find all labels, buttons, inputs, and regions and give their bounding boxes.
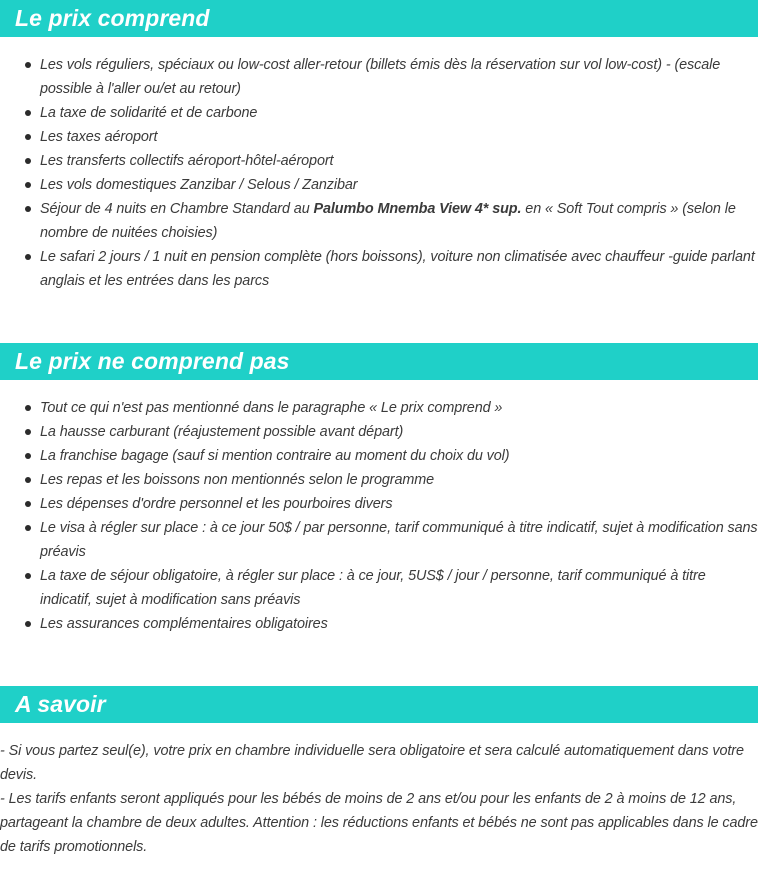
included-title: Le prix comprend [15, 5, 210, 31]
list-item [0, 53, 758, 101]
list-item [0, 516, 758, 564]
list-item-text: Les repas et les boissons non mentionnés selon le programme [40, 472, 435, 488]
good-to-know-title: A savoir [15, 691, 106, 717]
list-item [0, 396, 758, 420]
bullet-icon [25, 573, 31, 579]
bullet-icon [25, 158, 31, 164]
list-item-text: La franchise bagage (sauf si mention contraire au moment du choix du vol) [40, 448, 510, 464]
list-item [0, 468, 758, 492]
list-item-text-before: Séjour de 4 nuits en Chambre Standard au [40, 201, 314, 217]
excluded-title: Le prix ne comprend pas [15, 348, 290, 374]
list-item [0, 125, 758, 149]
bullet-icon [25, 62, 31, 68]
bullet-icon [25, 453, 31, 459]
bullet-icon [25, 429, 31, 435]
list-item [0, 420, 758, 444]
bullet-icon [25, 477, 31, 483]
list-item [0, 492, 758, 516]
bullet-icon [25, 501, 31, 507]
bullet-icon [25, 254, 31, 260]
included-list [0, 53, 758, 293]
list-item-text: La taxe de solidarité et de carbone [40, 105, 258, 121]
list-item [0, 197, 758, 245]
list-item [0, 149, 758, 173]
bullet-icon [25, 134, 31, 140]
list-item-text: Les vols domestiques Zanzibar / Selous / Zanzibar [40, 177, 358, 193]
list-item [0, 173, 758, 197]
list-item-text: La hausse carburant (réajustement possible avant départ) [40, 424, 404, 440]
bullet-icon [25, 525, 31, 531]
bullet-icon [25, 110, 31, 116]
bullet-icon [25, 206, 31, 212]
excluded-header [0, 343, 758, 380]
list-item-text: Tout ce qui n'est pas mentionné dans le paragraphe « Le prix comprend » [40, 400, 503, 416]
note-paragraph: - Les tarifs enfants seront appliqués pour les bébés de moins de 2 ans et/ou pour les enfants de 2 à moins de 12 ans, partageant la chambre de deux adultes. Attention : les réductions enfants et bébés ne sont pas applicables dans le cadre de tarifs promotionnels. [0, 791, 758, 855]
list-item-text: Les dépenses d'ordre personnel et les pourboires divers [40, 496, 393, 512]
note-paragraph: - Si vous partez seul(e), votre prix en chambre individuelle sera obligatoire et sera calculé automatiquement dans votre devis. [0, 743, 744, 783]
list-item-text-after: en « Soft Tout compris » (selon le nombre de nuitées choisies) [40, 201, 736, 241]
list-item [0, 101, 758, 125]
list-item-text: Le visa à régler sur place : à ce jour 50$ / par personne, tarif communiqué à titre indicatif, sujet à modification sans préavis [40, 520, 758, 560]
list-item [0, 564, 758, 612]
list-item-text: La taxe de séjour obligatoire, à régler sur place : à ce jour, 5US$ / jour / personne, tarif communiqué à titre indicatif, sujet à modification sans préavis [40, 568, 706, 608]
list-item-text: Les vols réguliers, spéciaux ou low-cost aller-retour (billets émis dès la réservation sur vol low-cost) - (escale possible à l'aller ou/et au retour) [40, 57, 721, 97]
hotel-name: Palumbo Mnemba View 4* sup. [313, 201, 522, 217]
list-item-text: Les assurances complémentaires obligatoires [40, 616, 328, 632]
bullet-icon [25, 182, 31, 188]
good-to-know-text [0, 739, 758, 859]
list-item [0, 444, 758, 468]
list-item-text: Le safari 2 jours / 1 nuit en pension complète (hors boissons), voiture non climatisée avec chauffeur -guide parlant anglais et les entrées dans les parcs [40, 249, 755, 289]
bullet-icon [25, 621, 31, 627]
included-header [0, 0, 758, 37]
list-item-text: Les taxes aéroport [40, 129, 158, 145]
excluded-list [0, 396, 758, 636]
list-item [0, 612, 758, 636]
bullet-icon [25, 405, 31, 411]
good-to-know-header [0, 686, 758, 723]
list-item [0, 245, 758, 293]
list-item-text: Les transferts collectifs aéroport-hôtel-aéroport [40, 153, 334, 169]
